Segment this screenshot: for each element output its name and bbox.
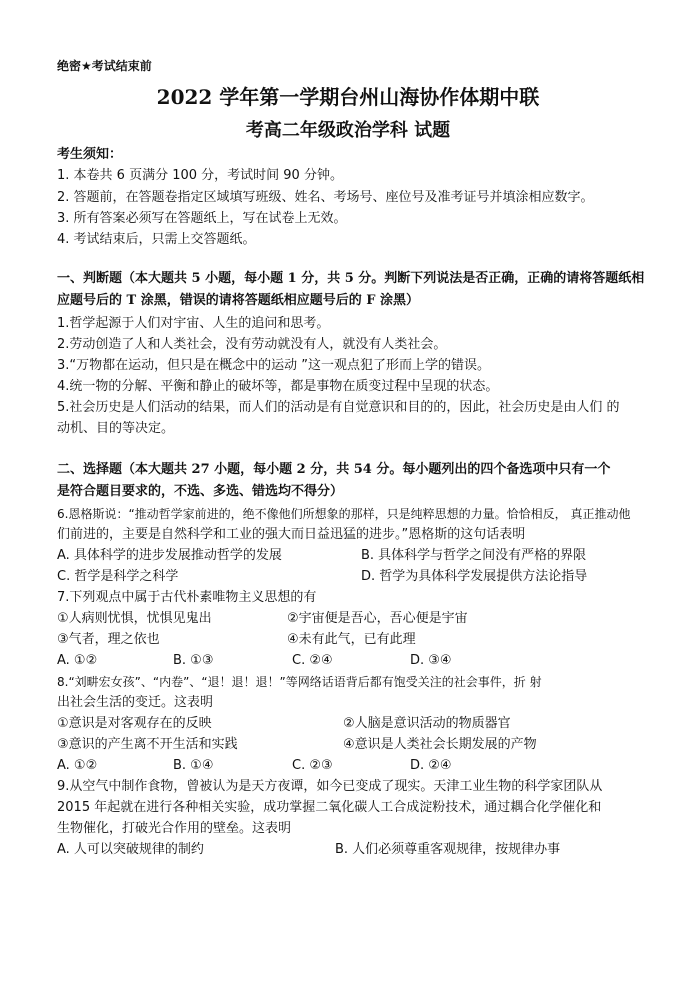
judge-item-5-cont: 动机、目的等决定。 <box>57 421 175 436</box>
confidential-label: 绝密★考试结束前 <box>57 59 152 73</box>
notice-item: 1. 本卷共 6 页满分 100 分，考试时间 90 分钟。 <box>57 168 343 183</box>
q7-statement-3: ③气者，理之依也 <box>57 632 160 647</box>
q6-option-b: B. 具体科学与哲学之间没有严格的界限 <box>361 548 587 563</box>
q8-statement-3: ③意识的产生离不开生活和实践 <box>57 737 238 752</box>
q9-stem: 9.从空气中制作食物，曾被认为是天方夜谭，如今已变成了现实。天津工业生物的科学家团队从 <box>57 779 603 794</box>
q8-stem: 8.“刘畊宏女孩”、“内卷”、“退！退！退！”等网络话语背后都有饱受关注的社会事件，折 射 <box>57 675 542 689</box>
judge-item-4: 4.统一物的分解、平衡和静止的破坏等，都是事物在质变过程中呈现的状态。 <box>57 379 499 394</box>
q8-statement-2: ②人脑是意识活动的物质器官 <box>343 716 511 731</box>
notice-item: 3. 所有答案必须写在答题纸上，写在试卷上无效。 <box>57 211 347 226</box>
q9-option-b: B. 人们必须尊重客观规律，按规律办事 <box>335 842 561 857</box>
q6-stem: 6.恩格斯说：“推动哲学家前进的，绝不像他们所想象的那样，只是纯粹思想的力量。恰恰相反， 真正推动他 <box>57 507 631 521</box>
section2-heading-cont: 是符合题目要求的，不选、多选、错选均不得分） <box>57 484 344 499</box>
q7-option-a: A. ①② <box>57 653 98 668</box>
notice-item: 2. 答题前，在答题卷指定区域填写班级、姓名、考场号、座位号及准考证号并填涂相应数字。 <box>57 190 594 205</box>
q9-option-a: A. 人可以突破规律的制约 <box>57 842 204 857</box>
exam-title: 2022 学年第一学期台州山海协作体期中联 <box>156 85 540 109</box>
q7-stem: 7.下列观点中属于古代朴素唯物主义思想的有 <box>57 590 317 605</box>
q8-option-c: C. ②③ <box>292 758 333 773</box>
q6-option-d: D. 哲学为具体科学发展提供方法论指导 <box>361 569 588 584</box>
judge-item-3: 3.“万物都在运动，但只是在概念中的运动 ”这一观点犯了形而上学的错误。 <box>57 358 491 373</box>
judge-item-5: 5.社会历史是人们活动的结果，而人们的活动是有自觉意识和目的的，因此，社会历史是由人们 的 <box>57 400 620 415</box>
q7-statement-4: ④未有此气，已有此理 <box>287 632 416 647</box>
q8-statement-1: ①意识是对客观存在的反映 <box>57 716 212 731</box>
q6-option-a: A. 具体科学的进步发展推动哲学的发展 <box>57 548 282 563</box>
section1-heading-cont: 应题号后的 T 涂黑，错误的请将答题纸相应题号后的 F 涂黑） <box>57 293 420 308</box>
q7-statement-2: ②宇宙便是吾心，吾心便是宇宙 <box>287 611 468 626</box>
q6-stem-cont: 们前进的，主要是自然科学和工业的强大而日益迅猛的进步。”恩格斯的这句话表明 <box>57 527 526 542</box>
q7-option-d: D. ③④ <box>410 653 452 668</box>
judge-item-1: 1.哲学起源于人们对宇宙、人生的追问和思考。 <box>57 316 330 331</box>
exam-subtitle: 考高二年级政治学科 试题 <box>245 120 451 141</box>
q8-option-d: D. ②④ <box>410 758 452 773</box>
judge-item-2: 2.劳动创造了人和人类社会，没有劳动就没有人，就没有人类社会。 <box>57 337 447 352</box>
q7-option-b: B. ①③ <box>173 653 214 668</box>
q7-option-c: C. ②④ <box>292 653 333 668</box>
q8-statement-4: ④意识是人类社会长期发展的产物 <box>343 737 537 752</box>
q8-option-a: A. ①② <box>57 758 98 773</box>
section2-heading: 二、选择题（本大题共 27 小题，每小题 2 分，共 54 分。每小题列出的四个备选项中只有一个 <box>57 462 611 477</box>
notice-item: 4. 考试结束后，只需上交答题纸。 <box>57 232 256 247</box>
q7-statement-1: ①人病则忧惧，忧惧见鬼出 <box>57 611 212 626</box>
section1-heading: 一、判断题（本大题共 5 小题，每小题 1 分，共 5 分。判断下列说法是否正确，正确的请将答题纸相 <box>57 271 645 286</box>
q9-stem-cont: 生物催化，打破光合作用的壁垒。这表明 <box>57 821 292 836</box>
q6-option-c: C. 哲学是科学之科学 <box>57 569 179 584</box>
notice-heading: 考生须知： <box>57 147 123 162</box>
q8-stem-cont: 出社会生活的变迁。这表明 <box>57 695 214 710</box>
q8-option-b: B. ①④ <box>173 758 214 773</box>
q9-stem-cont: 2015 年起就在进行各种相关实验，成功掌握二氧化碳人工合成淀粉技术，通过耦合化学催化和 <box>57 800 602 815</box>
